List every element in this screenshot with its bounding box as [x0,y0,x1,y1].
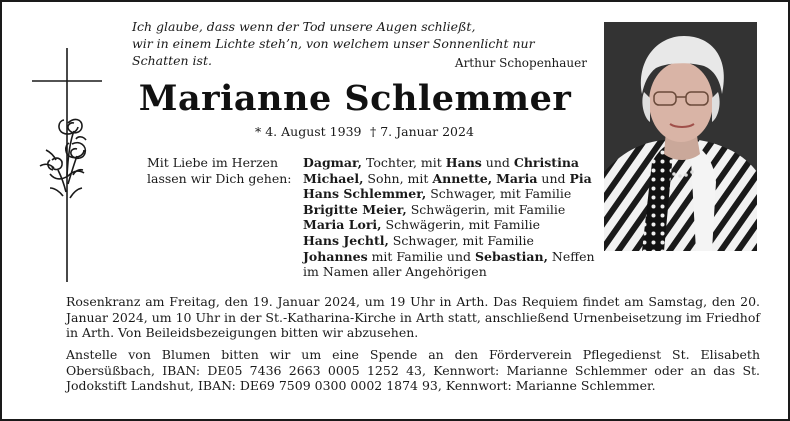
mourner-relation: Schwägerin, mit Familie [381,217,541,233]
ceremony-paragraph: Rosenkranz am Freitag, den 19. Januar 2024, um 19 Uhr in Arth. Das Requiem findet am Samstag, den 20. Januar 2024, um 10 Uhr in der St.-Katharina-Kirche in Arth statt, anschließend Urnenbeisetzung im Friedhof in Arth. Von Beileidsbezeigungen bitten wir abzusehen. [66,294,760,341]
mourner-row [303,217,593,233]
mourner-row [303,202,593,218]
mourner-name: Hans Jechtl, [303,232,389,248]
mourner-relation: Tochter, mit [362,155,446,170]
deceased-name: Marianne Schlemmer [138,78,572,119]
mourners-list [303,155,593,280]
mourner-row [303,155,593,171]
quote-line-1: Ich glaube, dass wenn der Tod unsere Augen schließt, [132,19,476,34]
mourner-name: Johannes [303,248,368,264]
mourner-relation: Schwager, mit Familie [388,232,534,248]
farewell-line-2: lassen wir Dich gehen: [147,170,292,186]
birth-date: * 4. August 1939 [255,124,362,139]
mourner-relation: mit Familie und [367,248,476,264]
mourner-row [303,171,593,187]
farewell-line-1: Mit Liebe im Herzen [147,155,278,170]
mourner-row [303,264,593,280]
mourner-relation: und [481,155,514,170]
mourner-name: Michael, [303,170,364,186]
mourner-name: Sebastian, [475,248,548,264]
mourner-relation: Sohn, mit [363,170,433,186]
mourner-name: Brigitte Meier, [303,201,407,217]
farewell-text [147,155,297,186]
mourner-relation: im Namen aller Angehörigen [303,264,487,280]
mourner-row [303,249,593,265]
donation-paragraph: Anstelle von Blumen bitten wir um eine Spende an den Förderverein Pflegedienst St. Elisabeth Obersüßbach, IBAN: DE05 7436 2663 0005 1252 43, Kennwort: Marianne Schlemmer oder an das St. Jodokstift Landshut, IBAN: DE69 7509 0300 0002 1874 93, Kennwort: Marianne Schlemmer. [66,347,760,394]
death-date: † 7. Januar 2024 [370,124,474,139]
mourner-name: Hans Schlemmer, [303,186,427,202]
mourner-relation: Neffen [547,248,595,264]
mourner-name: Maria Lori, [303,217,382,233]
portrait-photo [604,22,757,251]
mourner-name: Dagmar, [303,155,363,170]
mourner-row [303,186,593,202]
mourner-name: Maria [496,170,538,186]
mourner-name: Hans [445,155,482,170]
mourner-name: Annette, [432,170,493,186]
quote-author: Arthur Schopenhauer [454,56,587,70]
mourner-relation: Schwager, mit Familie [426,186,572,202]
mourner-name: Christina [513,155,580,170]
mourner-row [303,233,593,249]
mourner-relation: Schwägerin, mit Familie [406,201,566,217]
mourner-relation: und [537,170,570,186]
mourner-name: Pia [569,170,592,186]
quote-line-2: wir in einem Lichte steh’n, von welchem unser Sonnenlicht nur Schatten ist. [132,36,535,68]
